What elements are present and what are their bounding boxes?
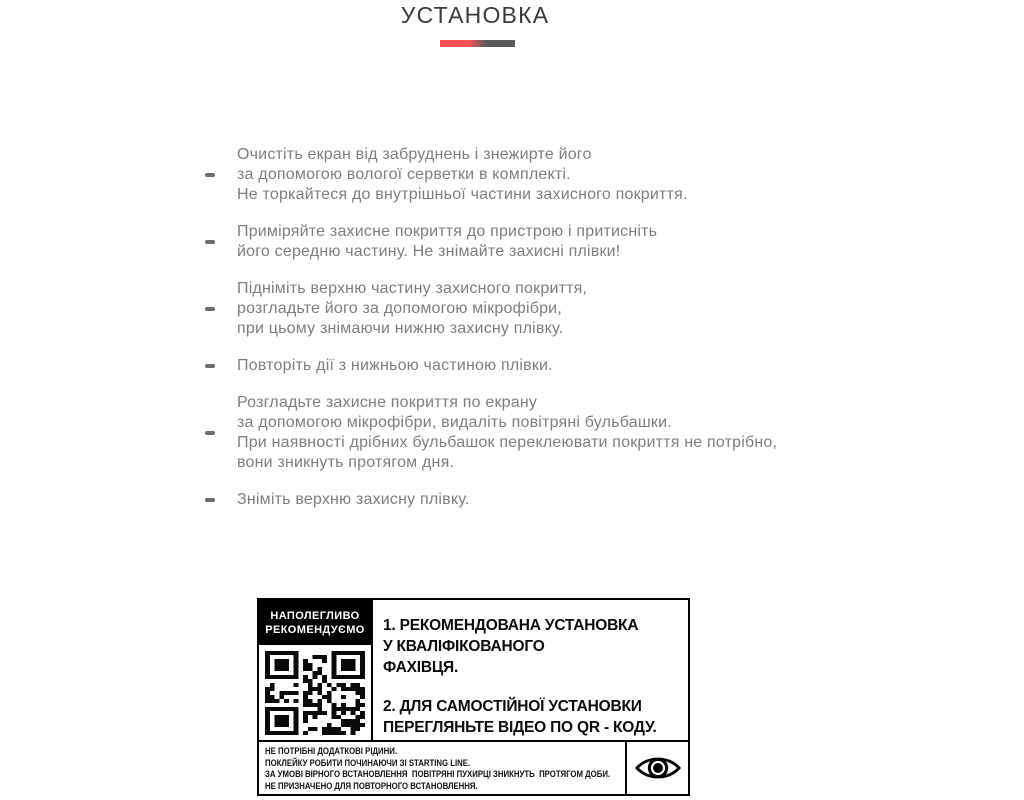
title-divider — [440, 40, 515, 47]
instruction-text — [237, 356, 553, 376]
recommendation-main-row — [259, 600, 688, 740]
text-line: розгладьте його за допомогою мікрофібри, — [237, 300, 562, 317]
instructions-list — [203, 145, 777, 527]
dash-bullet — [203, 490, 237, 510]
text-line: 1. РЕКОМЕНДОВАНА УСТАНОВКА — [383, 617, 639, 634]
header-line-1: НАПОЛЕГЛИВО — [270, 610, 360, 622]
instruction-text — [237, 222, 657, 262]
disclaimer-line: ПОКЛЕЙКУ РОБИТИ ПОЧИНАЮЧИ ЗІ STARTING LINE. — [265, 757, 471, 769]
disclaimer-line: ЗА УМОВІ ВІРНОГО ВСТАНОВЛЕННЯ ПОВІТРЯНІ ПУХИРЦІ ЗНИКНУТЬ ПРОТЯГОМ ДОБИ. — [265, 769, 611, 781]
dash-icon — [205, 498, 215, 502]
recommendation-point — [383, 615, 682, 678]
text-line: його середню частину. Не знімайте захисні плівки! — [237, 243, 621, 260]
dash-icon — [205, 431, 215, 435]
dash-icon — [205, 364, 215, 368]
dash-icon — [205, 240, 215, 244]
instruction-text — [237, 145, 688, 205]
list-item — [203, 145, 777, 205]
text-line: Не торкайтеся до внутрішньої частини захисного покриття. — [237, 186, 688, 203]
text-line: Підніміть верхню частину захисного покриття, — [237, 280, 588, 297]
qr-code — [265, 651, 365, 735]
text-line: 2. ДЛЯ САМОСТІЙНОЇ УСТАНОВКИ — [383, 698, 642, 715]
text-line: Зніміть верхню захисну плівку. — [237, 491, 470, 508]
recommendation-bottom-row — [259, 740, 688, 794]
list-item — [203, 393, 777, 473]
dash-bullet — [203, 393, 237, 473]
text-line: ПЕРЕГЛЯНЬТЕ ВІДЕО ПО QR - КОДУ. — [383, 719, 657, 736]
list-item — [203, 490, 777, 510]
dash-bullet — [203, 356, 237, 376]
disclaimer-line: НЕ ПРИЗНАЧЕНО ДЛЯ ПОВТОРНОГО ВСТАНОВЛЕННЯ. — [265, 780, 478, 792]
text-line: за допомогою вологої серветки в комплекті. — [237, 166, 571, 183]
dash-bullet — [203, 222, 237, 262]
disclaimer-cell — [259, 742, 625, 794]
instruction-text — [237, 393, 777, 473]
text-line: при цьому знімаючи нижню захисну плівку. — [237, 320, 564, 337]
list-item — [203, 279, 777, 339]
page-title: УСТАНОВКА — [400, 2, 550, 28]
dash-bullet — [203, 145, 237, 205]
instruction-text — [237, 490, 469, 510]
recommendation-box — [257, 598, 690, 796]
text-line: Очистіть екран від забруднень і знежирте його — [237, 146, 592, 163]
recommendation-left-cell — [259, 600, 373, 740]
dash-icon — [205, 173, 215, 177]
recommendation-point — [383, 696, 682, 738]
disclaimer-line: НЕ ПОТРІБНІ ДОДАТКОВІ РІДИНИ. — [265, 746, 398, 757]
text-line: Повторіть дії з нижньою частиною плівки. — [237, 357, 553, 374]
dash-icon — [205, 307, 215, 311]
eye-cell — [625, 742, 688, 794]
recommendation-points — [373, 600, 688, 740]
strongly-recommend-header — [259, 600, 371, 645]
text-line: Приміряйте захисне покриття до пристрою і притисніть — [237, 223, 658, 240]
text-line: Розгладьте захисне покриття по екрану — [237, 394, 538, 411]
text-line: ФАХІВЦЯ. — [383, 659, 459, 676]
list-item — [203, 222, 777, 262]
eye-icon — [635, 752, 681, 784]
header-line-2: РЕКОМЕНДУЄМО — [265, 624, 365, 636]
instruction-text — [237, 279, 587, 339]
text-line: У КВАЛІФІКОВАНОГО — [383, 638, 545, 655]
list-item — [203, 356, 777, 376]
qr-code-wrap — [259, 645, 371, 740]
text-line: вони зникнуть протягом дня. — [237, 454, 455, 471]
disclaimer-lines — [265, 746, 623, 792]
text-line: за допомогою мікрофібри, видаліть повітряні бульбашки. — [237, 414, 672, 431]
dash-bullet — [203, 279, 237, 339]
text-line: При наявності дрібних бульбашок переклеювати покриття не потрібно, — [237, 434, 778, 451]
